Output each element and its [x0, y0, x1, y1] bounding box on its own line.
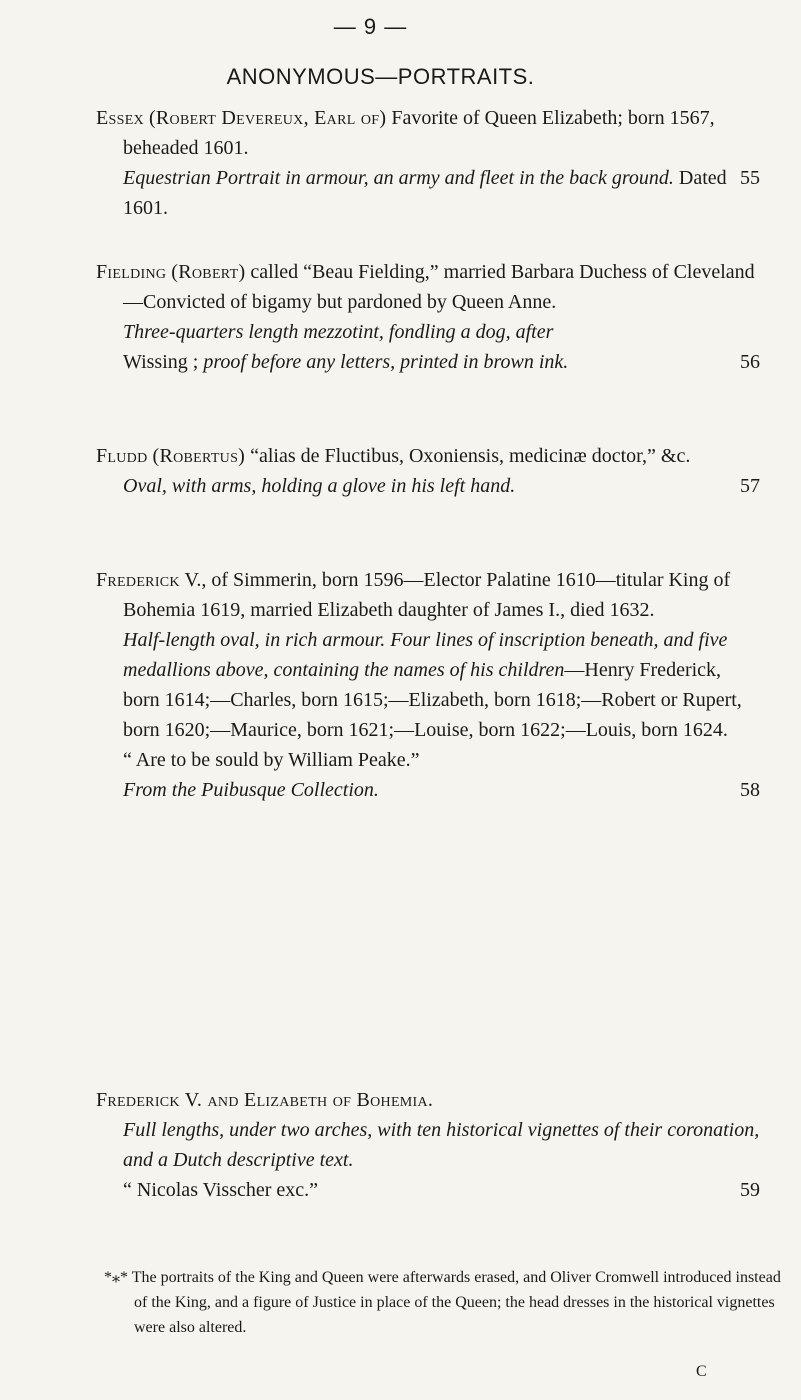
- entry-description: Equestrian Portrait in armour, an army and fleet in the back ground.: [123, 167, 674, 189]
- entry-essex: [96, 103, 760, 223]
- entry-publisher-quote: “ Are to be sould by William Peake.”: [123, 749, 420, 771]
- footnote: [104, 1265, 784, 1340]
- entry-qualifier: (Robert Devereux, Earl of): [148, 107, 387, 129]
- entry-engraver: Wissing ;: [123, 351, 199, 373]
- entry-name: Fielding: [96, 261, 167, 283]
- entry-qualifier: V.,: [184, 569, 207, 591]
- entry-name: Frederick: [96, 569, 180, 591]
- entry-qualifier: (Robert): [171, 261, 246, 283]
- entry-collection: From the Puibusque Collection.: [123, 779, 379, 801]
- entry-bio: called “Beau Fielding,” married Barbara Duchess of Cleveland—Convicted of bigamy but pardoned by Queen Anne.: [123, 261, 755, 313]
- entry-date: Dated 1601.: [123, 167, 727, 219]
- entry-qualifier: (Robertus): [152, 445, 246, 467]
- entry-fludd: [96, 441, 760, 501]
- entry-number: 55: [740, 167, 760, 189]
- footnote-mark: *⁎*: [104, 1269, 128, 1286]
- entry-state: proof before any letters, printed in brown ink.: [203, 351, 569, 373]
- entry-bio: of Simmerin, born 1596—Elector Palatine 1610—titular King of Bohemia 1619, married Elizabeth daughter of James I., died 1632.: [123, 569, 731, 621]
- footnote-text: The portraits of the King and Queen were afterwards erased, and Oliver Cromwell introduced instead of the King, and a figure of Justice in place of the Queen; the head dresses in the historical vignettes were also altered.: [131, 1269, 781, 1336]
- entry-description: Oval, with arms, holding a glove in his left hand.: [123, 475, 516, 497]
- entry-frederick-and-elizabeth: [96, 1085, 760, 1205]
- entry-description: Three-quarters length mezzotint, fondling a dog, after: [123, 321, 554, 343]
- entry-description: Half-length oval, in rich armour. Four lines of inscription beneath, and five medallions above, containing the names of his children: [123, 629, 728, 681]
- entry-frederick-v: [96, 565, 760, 805]
- entry-name: Frederick V. and Elizabeth of Bohemia.: [96, 1089, 434, 1111]
- page-heading: ANONYMOUS—PORTRAITS.: [226, 64, 535, 89]
- entry-number: 59: [740, 1179, 760, 1201]
- entry-number: 57: [740, 475, 760, 497]
- entry-bio: Favorite of Queen Elizabeth; born 1567, beheaded 1601.: [123, 107, 715, 159]
- entry-publisher-quote: “ Nicolas Visscher exc.”: [123, 1179, 319, 1201]
- entry-bio: “alias de Fluctibus, Oxoniensis, medicinæ doctor,” &c.: [250, 445, 691, 467]
- page-number: — 9 —: [333, 14, 408, 39]
- signature-mark: C: [696, 1363, 707, 1380]
- entry-fielding: [96, 257, 760, 377]
- entry-name: Fludd: [96, 445, 148, 467]
- entry-children: —Henry Frederick, born 1614;—Charles, born 1615;—Elizabeth, born 1618;—Robert or Rupert, born 1620;—Maurice, born 1621;—Louise, born 1622;—Louis, born 1624.: [123, 659, 742, 741]
- entry-name: Essex: [96, 107, 144, 129]
- entry-description: Full lengths, under two arches, with ten historical vignettes of their coronation, and a Dutch descriptive text.: [123, 1119, 760, 1171]
- entry-number: 58: [740, 779, 760, 801]
- entry-number: 56: [740, 351, 760, 373]
